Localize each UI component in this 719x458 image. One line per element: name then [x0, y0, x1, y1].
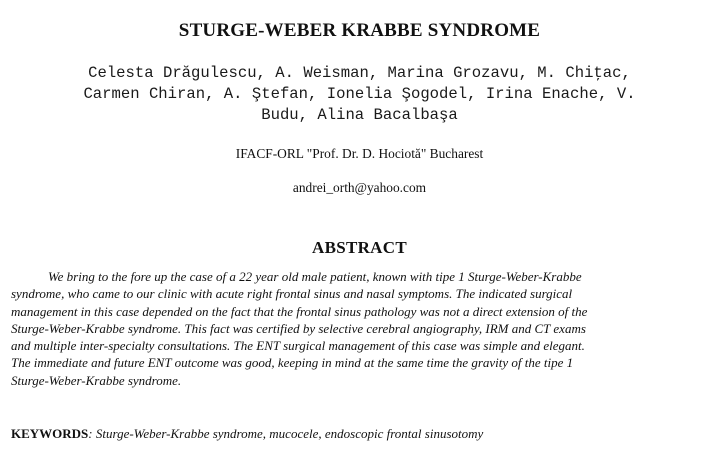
- contact-email: andrei_orth@yahoo.com: [292, 180, 427, 195]
- keywords-line: [11, 426, 711, 442]
- affiliation: IFACF-ORL "Prof. Dr. D. Hociotă" Bucharest: [235, 146, 484, 161]
- keywords-separator: :: [88, 426, 93, 441]
- abstract-heading: ABSTRACT: [312, 238, 407, 257]
- paper-title: STURGE-WEBER KRABBE SYNDROME: [178, 20, 541, 41]
- abstract-body: [11, 268, 711, 389]
- abstract-line-1: We bring to the fore up the case of a 22 year old male patient, known with tipe 1 Sturge-Weber-Krabbe: [48, 269, 582, 284]
- abstract-line-7: Sturge-Weber-Krabbe syndrome.: [11, 372, 182, 388]
- keywords-list: Sturge-Weber-Krabbe syndrome, mucocele, endoscopic frontal sinusotomy: [95, 426, 484, 441]
- abstract-line-5: and multiple inter-specialty consultations. The ENT surgical management of this case was simple and elegant.: [11, 338, 585, 354]
- author-line-3: Budu, Alina Bacalbaşa: [261, 106, 458, 124]
- abstract-line-4: Sturge-Weber-Krabbe syndrome. This fact was certified by selective cerebral angiography, IRM and CT exams: [11, 320, 586, 336]
- keywords-label: KEYWORDS: [11, 426, 89, 441]
- abstract-line-6: The immediate and future ENT outcome was good, keeping in mind at the same time the gravity of the tipe 1: [11, 355, 574, 371]
- abstract-line-2: syndrome, who came to our clinic with acute right frontal sinus and nasal symptoms. The indicated surgical: [11, 286, 573, 302]
- author-line-1: Celesta Drăgulescu, A. Weisman, Marina Grozavu, M. Chiţac,: [88, 64, 631, 82]
- abstract-line-3: management in this case depended on the fact that the frontal sinus pathology was not a direct extension of the: [11, 303, 588, 319]
- author-line-2: Carmen Chiran, A. Ştefan, Ionelia Şogodel, Irina Enache, V.: [83, 85, 636, 103]
- author-list: [10, 63, 709, 126]
